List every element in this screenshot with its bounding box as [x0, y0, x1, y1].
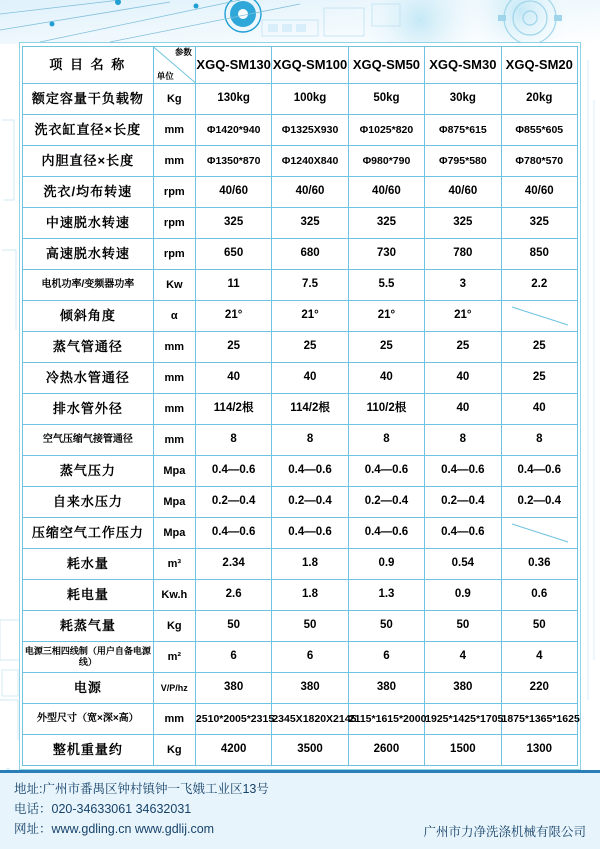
row-unit: m³ [153, 549, 195, 580]
row-unit: mm [153, 704, 195, 735]
row-unit: Mpa [153, 487, 195, 518]
cell-value: 1.3 [348, 580, 424, 611]
cell-value: 8 [501, 425, 577, 456]
table-row [23, 394, 578, 425]
cell-value: 21° [425, 301, 501, 332]
row-label: 自来水压力 [23, 487, 154, 518]
specification-table [22, 46, 578, 766]
cell-value: 2.6 [195, 580, 271, 611]
header-item-name: 项 目 名 称 [23, 47, 154, 84]
table-row [23, 239, 578, 270]
table-row [23, 549, 578, 580]
cell-value: 2600 [348, 735, 424, 766]
cell-value: 325 [272, 208, 348, 239]
header-unit-label: 单位 [156, 71, 174, 82]
cell-value: 6 [348, 642, 424, 673]
cell-value: 0.2—0.4 [195, 487, 271, 518]
cell-value: 2345X1820X2145 [272, 704, 348, 735]
row-label: 高速脱水转速 [23, 239, 154, 270]
cell-value: 21° [348, 301, 424, 332]
cell-value: 680 [272, 239, 348, 270]
table-row [23, 735, 578, 766]
cell-value: 21° [272, 301, 348, 332]
cell-value: 110/2根 [348, 394, 424, 425]
cell-value: 2510*2005*2315 [195, 704, 271, 735]
cell-value: 0.4—0.6 [272, 456, 348, 487]
cell-value: 0.9 [348, 549, 424, 580]
row-label: 蒸气压力 [23, 456, 154, 487]
cell-value-empty [501, 518, 577, 549]
cell-value: 650 [195, 239, 271, 270]
cell-value: 1875*1365*1625 [501, 704, 577, 735]
cell-value: 5.5 [348, 270, 424, 301]
header-param-label: 参数 [174, 47, 192, 57]
table-row [23, 270, 578, 301]
row-label: 电机功率/变频器功率 [23, 270, 154, 301]
cell-value: 6 [195, 642, 271, 673]
cell-value: 25 [425, 332, 501, 363]
cell-value: Φ1350*870 [195, 146, 271, 177]
cell-value: 30kg [425, 84, 501, 115]
cell-value: 50 [425, 611, 501, 642]
cell-value: 0.2—0.4 [501, 487, 577, 518]
cell-value: 20kg [501, 84, 577, 115]
footer-company-name: 广州市力净洗涤机械有限公司 [423, 825, 586, 839]
cell-value: 40/60 [425, 177, 501, 208]
cell-value: 0.36 [501, 549, 577, 580]
cell-value: 0.4—0.6 [195, 518, 271, 549]
cell-value: 0.4—0.6 [348, 518, 424, 549]
row-label: 耗电量 [23, 580, 154, 611]
cell-value-empty [501, 301, 577, 332]
table-row [23, 146, 578, 177]
table-row [23, 425, 578, 456]
cell-value: 0.4—0.6 [348, 456, 424, 487]
row-unit: m² [153, 642, 195, 673]
cell-value: 0.4—0.6 [425, 456, 501, 487]
cell-value: 1500 [425, 735, 501, 766]
cell-value: 0.4—0.6 [425, 518, 501, 549]
cell-value: Φ1025*820 [348, 115, 424, 146]
cell-value: 380 [195, 673, 271, 704]
cell-value: 4 [501, 642, 577, 673]
row-label: 耗水量 [23, 549, 154, 580]
cell-value: Φ1325X930 [272, 115, 348, 146]
table-row [23, 177, 578, 208]
row-unit: mm [153, 425, 195, 456]
cell-value: 325 [348, 208, 424, 239]
cell-value: 4200 [195, 735, 271, 766]
table-row [23, 673, 578, 704]
cell-value: 40 [425, 363, 501, 394]
cell-value: 25 [195, 332, 271, 363]
row-label: 电源 [23, 673, 154, 704]
cell-value: 1925*1425*1705 [425, 704, 501, 735]
row-label: 耗蒸气量 [23, 611, 154, 642]
cell-value: 50 [272, 611, 348, 642]
table-row [23, 611, 578, 642]
cell-value: 1.8 [272, 580, 348, 611]
cell-value: 25 [348, 332, 424, 363]
cell-value: 0.2—0.4 [348, 487, 424, 518]
row-label: 压缩空气工作压力 [23, 518, 154, 549]
table-row [23, 487, 578, 518]
cell-value: 0.2—0.4 [425, 487, 501, 518]
footer-address: 地址:广州市番禺区钟村镇钟一飞娥工业区13号 [14, 782, 269, 796]
row-unit: mm [153, 146, 195, 177]
cell-value: 21° [195, 301, 271, 332]
cell-value: 40/60 [501, 177, 577, 208]
footer-phone: 电话：020-34633061 34632031 [14, 802, 192, 816]
cell-value: 0.6 [501, 580, 577, 611]
cell-value: 1.8 [272, 549, 348, 580]
cell-value: 25 [272, 332, 348, 363]
cell-value: 850 [501, 239, 577, 270]
row-label: 外型尺寸（宽×深×高） [23, 704, 154, 735]
row-unit: Kg [153, 735, 195, 766]
table-row [23, 642, 578, 673]
table-body [23, 84, 578, 766]
row-label: 洗衣/均布转速 [23, 177, 154, 208]
cell-value: 8 [195, 425, 271, 456]
cell-value: 40 [195, 363, 271, 394]
row-unit: Kw [153, 270, 195, 301]
cell-value: 25 [501, 332, 577, 363]
cell-value: 0.2—0.4 [272, 487, 348, 518]
cell-value: 40 [272, 363, 348, 394]
cell-value: 7.5 [272, 270, 348, 301]
cell-value: 8 [272, 425, 348, 456]
row-unit: rpm [153, 177, 195, 208]
cell-value: 325 [425, 208, 501, 239]
cell-value: 40/60 [272, 177, 348, 208]
cell-value: 0.54 [425, 549, 501, 580]
row-unit: mm [153, 363, 195, 394]
footer-divider [0, 770, 600, 773]
row-label: 内胆直径×长度 [23, 146, 154, 177]
cell-value: 4 [425, 642, 501, 673]
cell-value: Φ780*570 [501, 146, 577, 177]
row-label: 冷热水管通径 [23, 363, 154, 394]
footer-website[interactable]: 网址：www.gdling.cn www.gdlij.com [14, 822, 215, 836]
cell-value: 40 [425, 394, 501, 425]
row-label: 额定容量干负载物 [23, 84, 154, 115]
cell-value: 25 [501, 363, 577, 394]
cell-value: 380 [272, 673, 348, 704]
row-unit: mm [153, 332, 195, 363]
header-unit-param [153, 47, 195, 84]
cell-value: 325 [501, 208, 577, 239]
row-label: 排水管外径 [23, 394, 154, 425]
row-label: 电源三相四线制（用户自备电源线） [23, 642, 154, 673]
table-row [23, 518, 578, 549]
cell-value: Φ1420*940 [195, 115, 271, 146]
cell-value: 40 [501, 394, 577, 425]
row-unit: mm [153, 115, 195, 146]
cell-value: 114/2根 [195, 394, 271, 425]
row-label: 洗衣缸直径×长度 [23, 115, 154, 146]
cell-value: 40 [348, 363, 424, 394]
row-unit: rpm [153, 208, 195, 239]
table-row [23, 332, 578, 363]
cell-value: 50 [348, 611, 424, 642]
header-model-1: XGQ-SM130 [195, 47, 271, 84]
cell-value: 6 [272, 642, 348, 673]
cell-value: 325 [195, 208, 271, 239]
row-label: 空气压缩气接管通径 [23, 425, 154, 456]
cell-value: 0.4—0.6 [501, 456, 577, 487]
table-header [23, 47, 578, 84]
cell-value: 11 [195, 270, 271, 301]
cell-value: Φ875*615 [425, 115, 501, 146]
cell-value: 0.4—0.6 [272, 518, 348, 549]
table-row [23, 84, 578, 115]
header-model-5: XGQ-SM20 [501, 47, 577, 84]
cell-value: 0.9 [425, 580, 501, 611]
header-model-4: XGQ-SM30 [425, 47, 501, 84]
row-unit: rpm [153, 239, 195, 270]
cell-value: 40/60 [195, 177, 271, 208]
header-model-3: XGQ-SM50 [348, 47, 424, 84]
header-model-2: XGQ-SM100 [272, 47, 348, 84]
cell-value: 3 [425, 270, 501, 301]
table-row [23, 580, 578, 611]
cell-value: 2.2 [501, 270, 577, 301]
table-row [23, 363, 578, 394]
cell-value: 50 [195, 611, 271, 642]
row-unit: α [153, 301, 195, 332]
cell-value: 780 [425, 239, 501, 270]
cell-value: 100kg [272, 84, 348, 115]
cell-value: Φ1240X840 [272, 146, 348, 177]
table-row [23, 456, 578, 487]
row-label: 中速脱水转速 [23, 208, 154, 239]
cell-value: 40/60 [348, 177, 424, 208]
row-unit: Kw.h [153, 580, 195, 611]
cell-value: 2115*1615*2000 [348, 704, 424, 735]
cell-value: 114/2根 [272, 394, 348, 425]
cell-value: 8 [425, 425, 501, 456]
table-header-row [23, 47, 578, 84]
cell-value: 130kg [195, 84, 271, 115]
cell-value: Φ980*790 [348, 146, 424, 177]
cell-value: 220 [501, 673, 577, 704]
cell-value: Φ855*605 [501, 115, 577, 146]
cell-value: 0.4—0.6 [195, 456, 271, 487]
row-unit: Kg [153, 84, 195, 115]
cell-value: 3500 [272, 735, 348, 766]
row-unit: Kg [153, 611, 195, 642]
cell-value: 380 [425, 673, 501, 704]
table-row [23, 704, 578, 735]
cell-value: 2.34 [195, 549, 271, 580]
cell-value: Φ795*580 [425, 146, 501, 177]
cell-value: 8 [348, 425, 424, 456]
row-unit: Mpa [153, 456, 195, 487]
row-unit: Mpa [153, 518, 195, 549]
footer-contact-block [14, 779, 269, 839]
table-row [23, 115, 578, 146]
cell-value: 50kg [348, 84, 424, 115]
row-label: 蒸气管通径 [23, 332, 154, 363]
cell-value: 380 [348, 673, 424, 704]
specification-card [19, 42, 581, 770]
table-row [23, 208, 578, 239]
empty-cell-slash-icon [502, 518, 578, 548]
page-footer [0, 770, 600, 849]
cell-value: 50 [501, 611, 577, 642]
table-row [23, 301, 578, 332]
row-unit: mm [153, 394, 195, 425]
empty-cell-slash-icon [502, 301, 578, 331]
row-unit: V/P/hz [153, 673, 195, 704]
cell-value: 1300 [501, 735, 577, 766]
row-label: 倾斜角度 [23, 301, 154, 332]
row-label: 整机重量约 [23, 735, 154, 766]
cell-value: 730 [348, 239, 424, 270]
